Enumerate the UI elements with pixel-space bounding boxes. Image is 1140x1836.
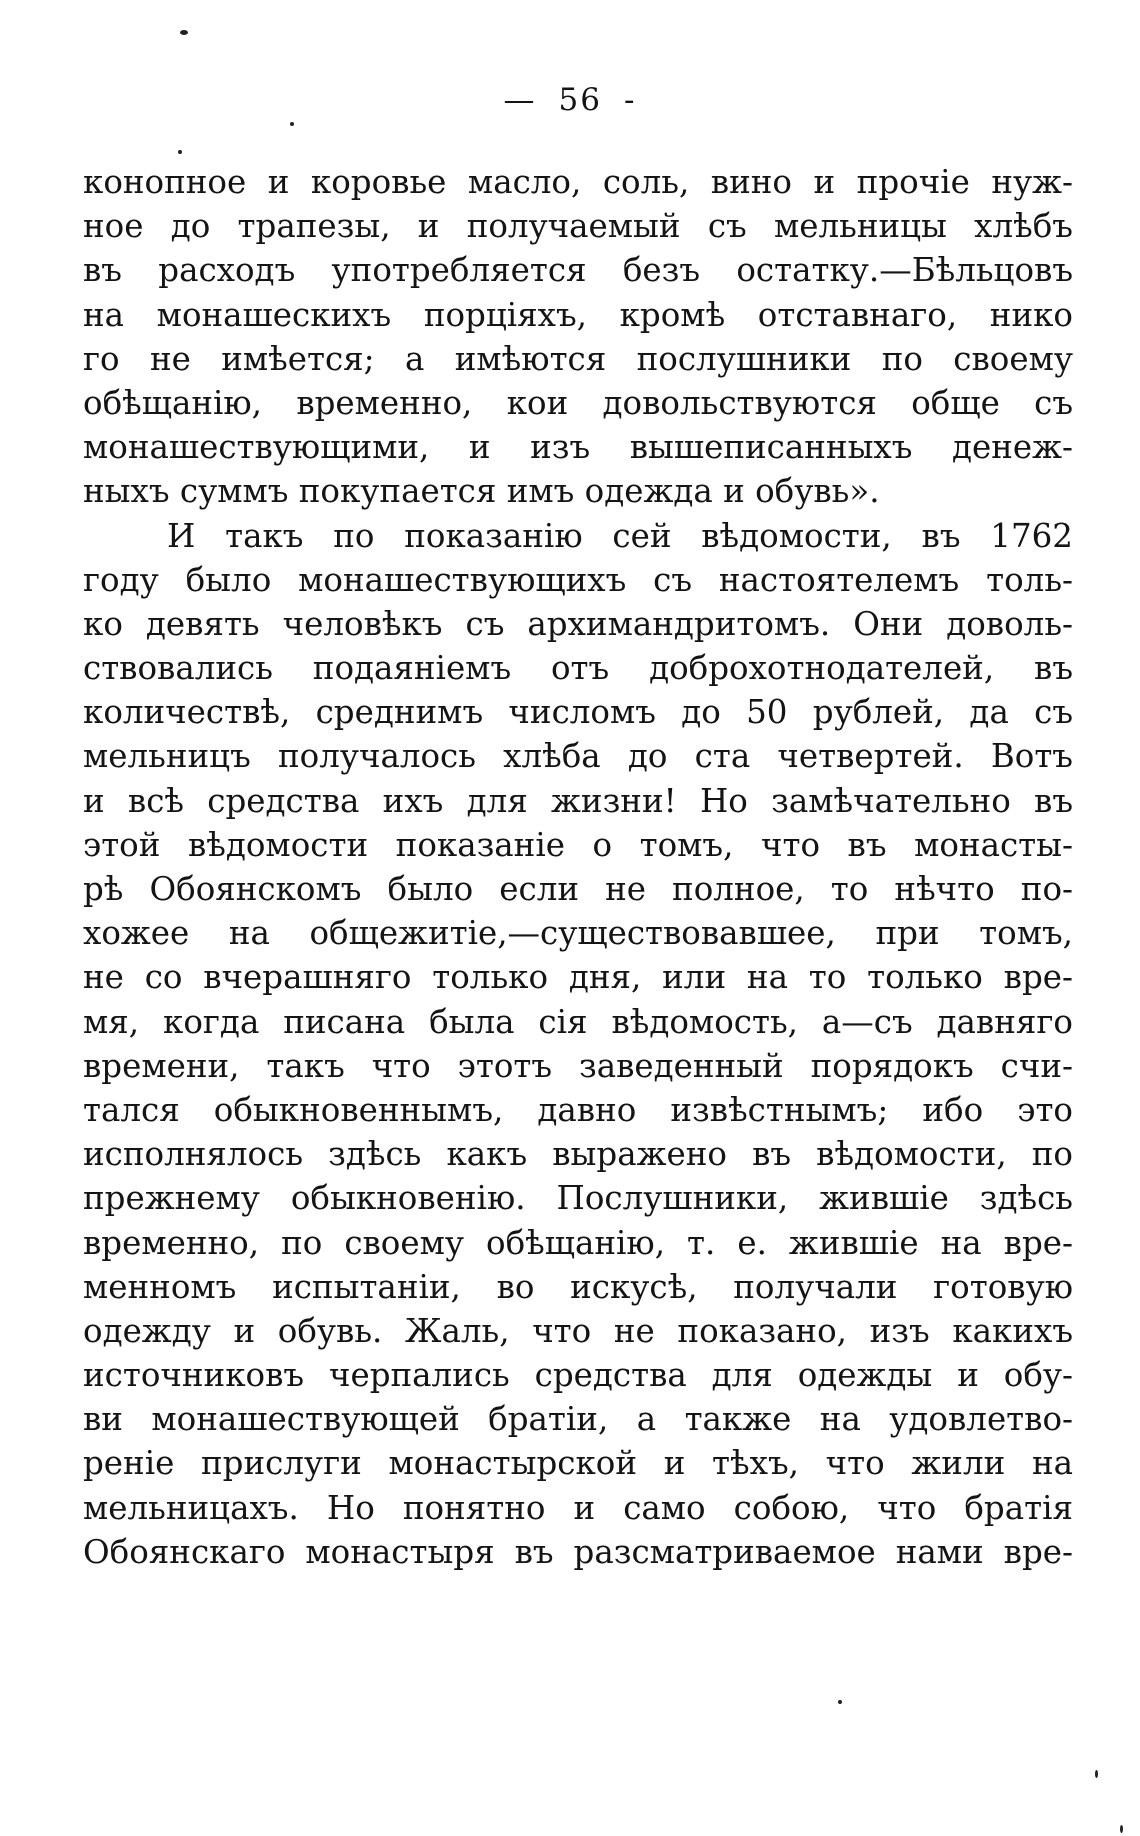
scan-speck — [838, 1700, 842, 1704]
text-line: этой вѣдомости показаніе о томъ, что въ монасты- — [83, 825, 1073, 864]
text-line: ко девять человѣкъ съ архимандритомъ. Они доволь- — [83, 604, 1073, 643]
text-line: на монашескихъ порціяхъ, кромѣ отставнаго, нико — [83, 295, 1073, 334]
text-line: конопное и коровье масло, соль, вино и прочіе нуж- — [83, 163, 1073, 201]
text-line: ное до трапезы, и получаемый съ мельницы хлѣбъ — [83, 207, 1073, 246]
text-line: хожее на общежитіе,—существовавшее, при томъ, — [83, 914, 1073, 953]
page-body — [83, 160, 1073, 1574]
text-line: ви монашествующей братіи, а также на удовлетво- — [83, 1400, 1073, 1439]
text-line: количествѣ, среднимъ числомъ до 50 рублей, да съ — [83, 693, 1073, 732]
text-line: въ расходъ употребляется безъ остатку.—Бѣльцовъ — [83, 251, 1073, 290]
text-line: прежнему обыкновенію. Послушники, жившіе здѣсь — [83, 1179, 1073, 1218]
paragraph-start-line: И такъ по показанію сей вѣдомости, въ 1762 — [167, 516, 1073, 555]
text-line: тался обыкновеннымъ, давно извѣстнымъ; ибо это — [83, 1090, 1073, 1129]
text-line: не со вчерашняго только дня, или на то только вре- — [83, 958, 1073, 997]
text-line: и всѣ средства ихъ для жизни! Но замѣчательно въ — [83, 781, 1073, 820]
text-line: Обоянскаго монастыря въ разсматриваемое нами вре- — [83, 1532, 1073, 1571]
text-line: источниковъ черпались средства для одежды и обу- — [83, 1356, 1073, 1395]
paragraph-end-line: ныхъ суммъ покупается имъ одежда и обувь». — [83, 472, 880, 511]
scan-speck — [178, 150, 182, 154]
text-line: мя, когда писана была сія вѣдомость, а—съ давняго — [83, 1002, 1073, 1041]
scan-speck — [1095, 1770, 1098, 1778]
text-line: го не имѣется; а имѣются послушники по своему — [83, 339, 1073, 378]
text-line: времени, такъ что этотъ заведенный порядокъ счи- — [83, 1046, 1073, 1085]
text-line: мельницахъ. Но понятно и само собою, что братія — [83, 1488, 1073, 1527]
text-line: исполнялось здѣсь какъ выражено въ вѣдомости, по — [83, 1135, 1073, 1174]
text-line: реніе прислуги монастырской и тѣхъ, что жили на — [83, 1444, 1073, 1483]
page-number: 56 — [558, 82, 602, 118]
text-line: мельницъ получалось хлѣба до ста четвертей. Вотъ — [83, 737, 1073, 776]
text-line: рѣ Обоянскомъ было если не полное, то нѣчто по- — [83, 870, 1073, 908]
text-line: ствовались подаяніемъ отъ доброхотнодателей, въ — [83, 649, 1073, 688]
text-line: временно, по своему обѣщанію, т. е. жившіе на вре- — [83, 1223, 1073, 1262]
text-line: обѣщанію, временно, кои довольствуются обще съ — [83, 383, 1073, 422]
header-dash-right: - — [623, 82, 637, 118]
text-line: году было монашествующихъ съ настоятелемъ толь- — [83, 560, 1073, 599]
scan-speck — [290, 122, 294, 126]
page-header — [0, 80, 1140, 120]
scan-speck — [180, 30, 188, 35]
header-dash-left: — — [503, 82, 537, 118]
text-line: монашествующими, и изъ вышеписанныхъ денеж- — [83, 428, 1073, 467]
scan-speck — [1120, 1825, 1123, 1833]
text-line: одежду и обувь. Жаль, что не показано, изъ какихъ — [83, 1311, 1073, 1350]
text-line: менномъ испытаніи, во искусѣ, получали готовую — [83, 1267, 1073, 1306]
